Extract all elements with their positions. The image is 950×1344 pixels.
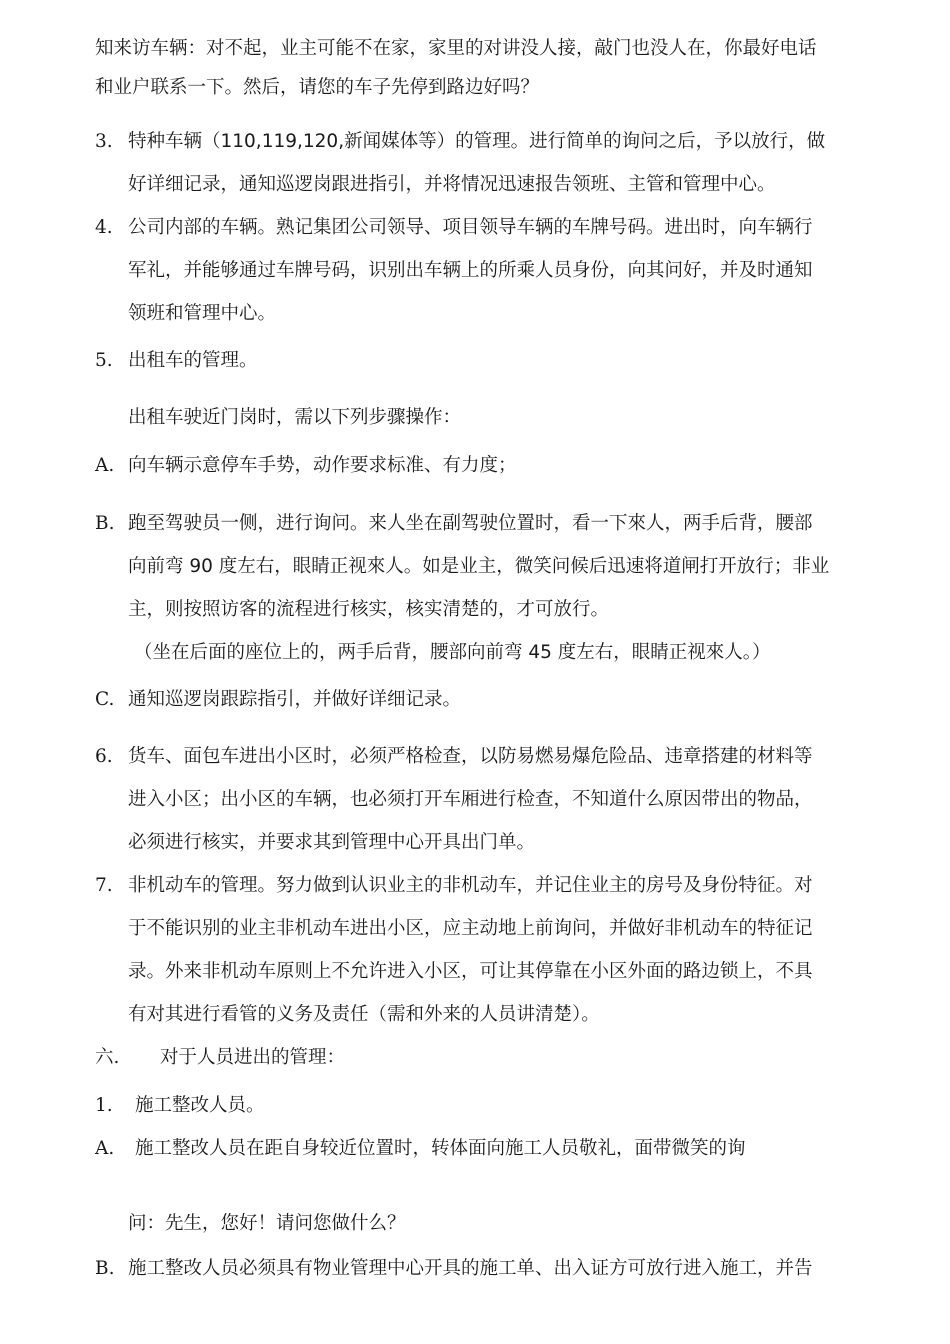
text-line: 领班和管理中心。 bbox=[128, 303, 277, 324]
text-line: 施工整改人员必须具有物业管理中心开具的施工单、出入证方可放行进入施工，并告 bbox=[128, 1258, 813, 1279]
text-line: 主，则按照访客的流程进行核实，核实清楚的，才可放行。 bbox=[128, 599, 610, 620]
text-line: 向前弯 90 度左右，眼睛正视來人。如是业主，微笑问候后迅速将道闸打开放行；非业 bbox=[128, 556, 830, 577]
text-line: 货车、面包车进出小区时，必须严格检查，以防易燃易爆危险品、违章搭建的材料等 bbox=[128, 746, 813, 767]
text-line: 出租车的管理。 bbox=[128, 350, 258, 371]
list-marker: A. bbox=[95, 1138, 115, 1159]
list-marker: 5. bbox=[95, 350, 113, 371]
text-line: 必须进行核实，并要求其到管理中心开具出门单。 bbox=[128, 832, 536, 853]
text-line: （坐在后面的座位上的，两手后背，腰部向前弯 45 度左右，眼睛正视來人。） bbox=[134, 642, 771, 663]
text-line: 军礼，并能够通过车牌号码，识别出车辆上的所乘人员身份，向其问好，并及时通知 bbox=[128, 260, 813, 281]
list-marker: C. bbox=[95, 689, 115, 710]
text-line: 知来访车辆：对不起，业主可能不在家，家里的对讲没人接，敲门也没人在，你最好电话 bbox=[95, 38, 817, 59]
text-line: 公司内部的车辆。熟记集团公司领导、项目领导车辆的车牌号码。进出时，向车辆行 bbox=[128, 217, 813, 238]
text-line: 录。外来非机动车原则上不允许进入小区，可让其停靠在小区外面的路边锁上，不具 bbox=[128, 961, 813, 982]
text-line: 出租车驶近门岗时，需以下列步骤操作： bbox=[128, 407, 462, 428]
text-line: 好详细记录，通知巡逻岗跟进指引，并将情况迅速报告领班、主管和管理中心。 bbox=[128, 174, 776, 195]
text-line: 问：先生，您好！请问您做什么？ bbox=[128, 1213, 406, 1234]
list-marker: 1. bbox=[95, 1095, 113, 1116]
text-line: 于不能识别的业主非机动车进出小区，应主动地上前询问，并做好非机动车的特征记 bbox=[128, 918, 813, 939]
list-marker: 7. bbox=[95, 875, 113, 896]
text-line: 施工整改人员。 bbox=[135, 1095, 265, 1116]
text-line: 向车辆示意停车手势，动作要求标准、有力度； bbox=[128, 455, 517, 476]
text-line: 进入小区；出小区的车辆，也必须打开车厢进行检查，不知道什么原因带出的物品， bbox=[128, 789, 813, 810]
section-marker: 六. bbox=[95, 1047, 120, 1068]
text-line: 施工整改人员在距自身较近位置时，转体面向施工人员敬礼，面带微笑的询 bbox=[135, 1138, 746, 1159]
text-line: 特种车辆（110,119,120,新闻媒体等）的管理。进行简单的询问之后，予以放行，做 bbox=[128, 131, 826, 152]
list-marker: 3. bbox=[95, 131, 113, 152]
list-marker: 6. bbox=[95, 746, 113, 767]
list-marker: B. bbox=[95, 513, 115, 534]
text-line: 有对其进行看管的义务及责任（需和外来的人员讲清楚）。 bbox=[128, 1004, 600, 1025]
text-line: 跑至驾驶员一侧，进行询问。来人坐在副驾驶位置时，看一下來人，两手后背，腰部 bbox=[128, 513, 813, 534]
text-line: 非机动车的管理。努力做到认识业主的非机动车，并记住业主的房号及身份特征。对 bbox=[128, 875, 813, 896]
text-line: 和业户联系一下。然后，请您的车子先停到路边好吗？ bbox=[95, 77, 540, 98]
list-marker: 4. bbox=[95, 217, 113, 238]
section-heading: 对于人员进出的管理： bbox=[160, 1047, 346, 1068]
text-line: 通知巡逻岗跟踪指引，并做好详细记录。 bbox=[128, 689, 462, 710]
list-marker: B. bbox=[95, 1258, 115, 1279]
list-marker: A. bbox=[95, 455, 115, 476]
